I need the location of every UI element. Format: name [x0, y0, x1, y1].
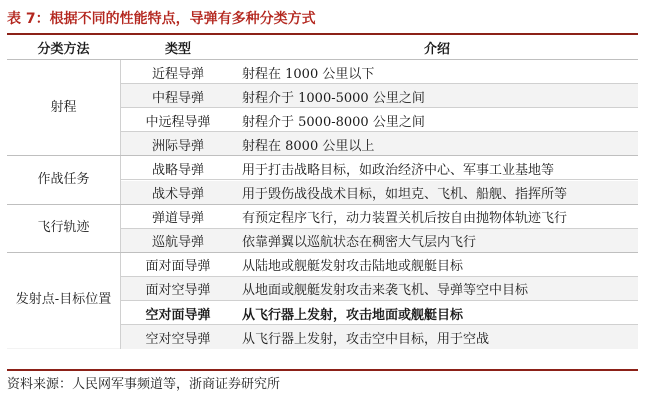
source-note: 资料来源：人民网军事频道等，浙商证券研究所: [7, 377, 281, 392]
type-cell: 洲际导弹: [151, 138, 204, 154]
method-cell: 射程: [7, 60, 120, 155]
column-divider: [120, 60, 121, 156]
method-cell: 飞行轨迹: [7, 205, 120, 252]
type-cell: 战略导弹: [151, 162, 204, 178]
type-cell: 中远程导弹: [145, 114, 211, 130]
type-cell: 战术导弹: [151, 187, 204, 202]
header-description: 介绍: [423, 41, 450, 57]
description-cell: 射程在 1000 公里以下: [242, 66, 375, 82]
description-cell: 用于毁伤战役战术目标，如坦克、飞机、船舰、指挥所等: [242, 187, 568, 202]
bottom-rule: [7, 369, 638, 371]
description-cell: 用于打击战略目标，如政治经济中心、军事工业基地等: [242, 162, 555, 178]
type-cell: 中程导弹: [151, 90, 204, 106]
description-cell: 从飞行器上发射，攻击地面或舰艇目标: [242, 307, 464, 323]
method-cell: 发射点-目标位置: [7, 253, 120, 348]
column-divider: [120, 253, 121, 349]
method-cell: 作战任务: [7, 156, 120, 203]
type-cell: 面对面导弹: [145, 259, 211, 275]
column-divider: [120, 156, 121, 204]
description-cell: 射程介于 1000-5000 公里之间: [242, 90, 425, 106]
type-cell: 巡航导弹: [151, 235, 204, 251]
description-cell: 从陆地或舰艇发射攻击陆地或舰艇目标: [242, 259, 464, 275]
type-cell: 面对空导弹: [145, 283, 211, 299]
description-cell: 从地面或舰艇发射攻击来袭飞机、导弹等空中目标: [242, 283, 529, 299]
type-cell: 空对面导弹: [145, 307, 211, 323]
type-cell: 近程导弹: [151, 66, 204, 82]
header-method: 分类方法: [37, 41, 90, 57]
table-title: 表 7：根据不同的性能特点，导弹有多种分类方式: [7, 11, 316, 27]
header-type: 类型: [164, 41, 191, 57]
description-cell: 射程在 8000 公里以上: [242, 138, 375, 154]
table-header: [7, 35, 638, 59]
column-divider: [120, 205, 121, 253]
type-cell: 弹道导弹: [151, 211, 204, 227]
description-cell: 射程介于 5000-8000 公里之间: [242, 114, 425, 130]
description-cell: 依靠弹翼以巡航状态在稠密大气层内飞行: [242, 235, 477, 251]
type-cell: 空对空导弹: [145, 331, 211, 347]
description-cell: 从飞行器上发射，攻击空中目标，用于空战: [242, 331, 490, 347]
description-cell: 有预定程序飞行，动力装置关机后按自由抛物体轨迹飞行: [242, 211, 568, 227]
